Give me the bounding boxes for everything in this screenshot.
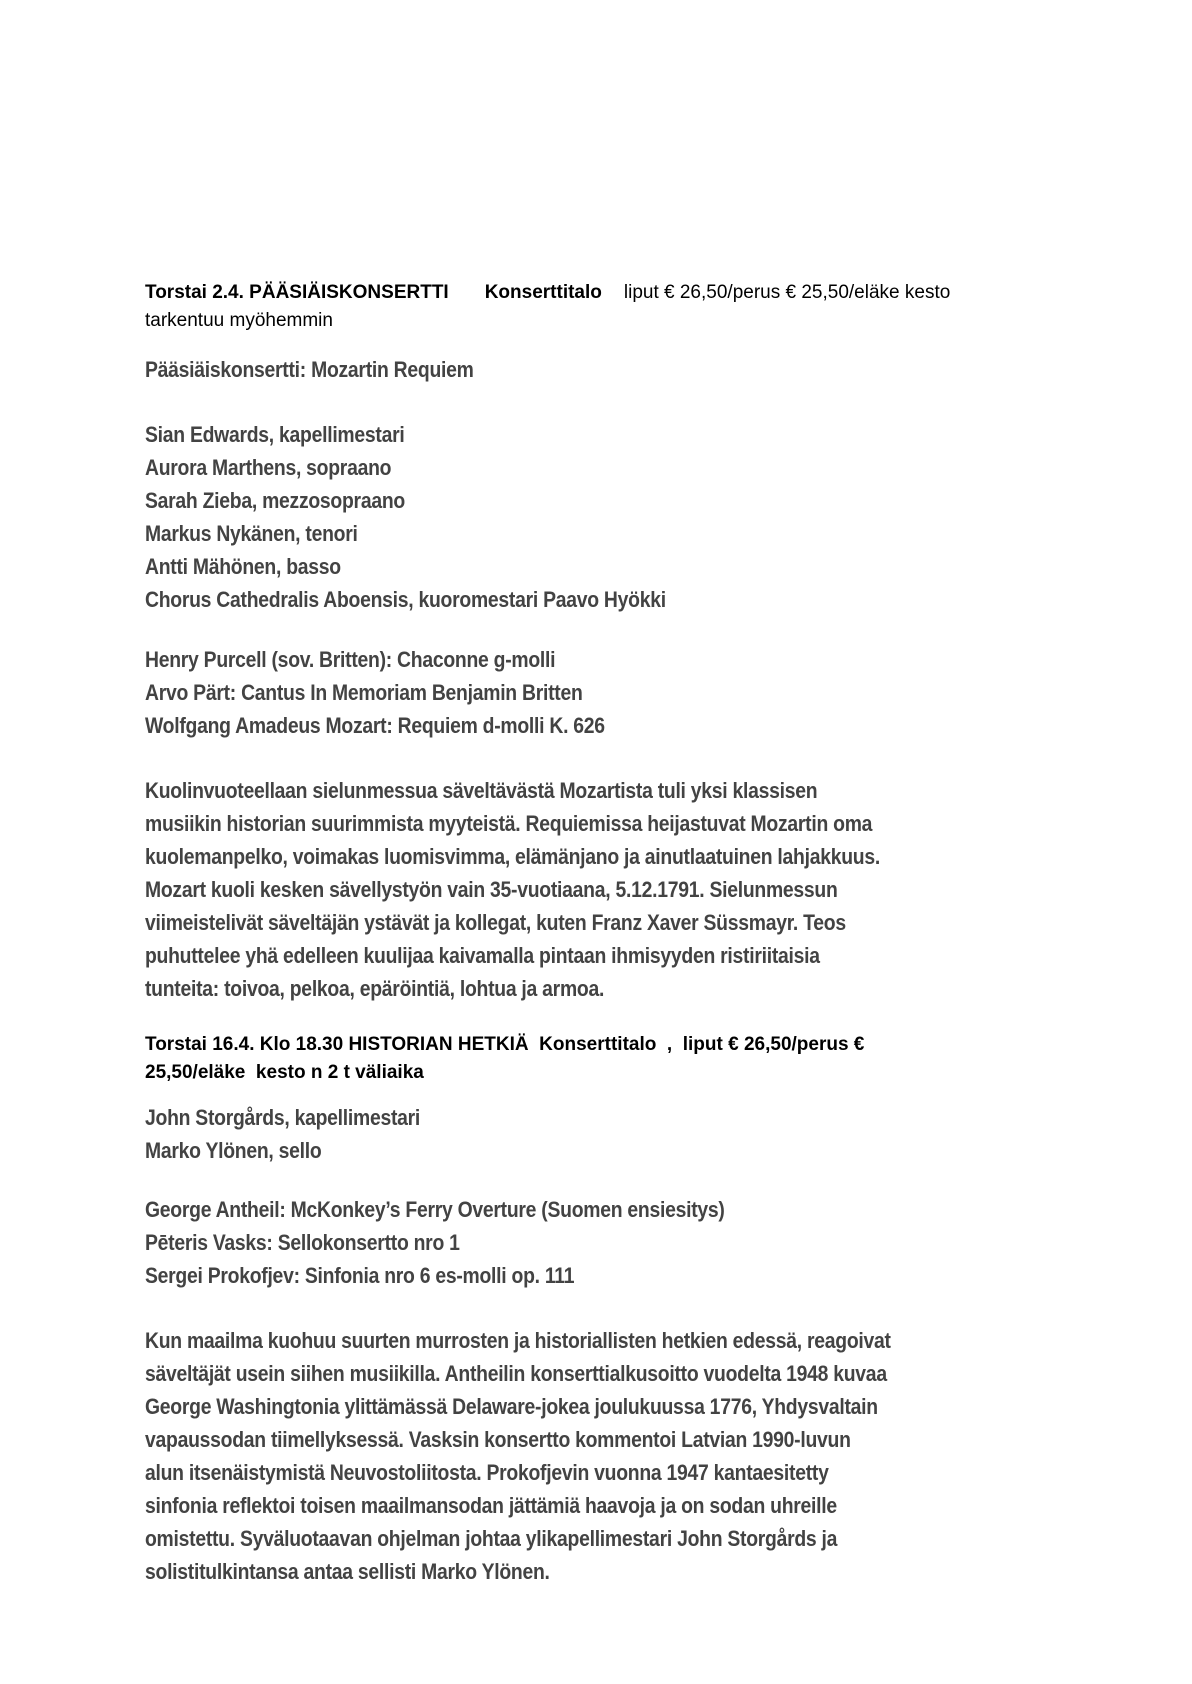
performer: Antti Mähönen, basso — [145, 554, 341, 579]
description-line: Kun maailma kuohuu suurten murrosten ja historiallisten hetkien edessä, reagoivat — [145, 1328, 891, 1353]
description-line: Kuolinvuoteellaan sielunmessua säveltävästä Mozartista tuli yksi klassisen — [145, 778, 818, 803]
performer: John Storgårds, kapellimestari — [145, 1105, 421, 1130]
description-line: vapaussodan tiimellyksessä. Vasksin konsertto kommentoi Latvian 1990-luvun — [145, 1427, 851, 1452]
description-line: alun itsenäistymistä Neuvostoliitosta. Prokofjevin vuonna 1947 kantaesitetty — [145, 1460, 829, 1485]
description-line: sinfonia reflektoi toisen maailmansodan jättämiä haavoja ja on sodan uhreille — [145, 1493, 837, 1518]
description-line: musiikin historian suurimmista myyteistä. Requiemissa heijastuvat Mozartin oma — [145, 811, 873, 836]
description-line: solistitulkintansa antaa sellisti Marko Ylönen. — [145, 1559, 550, 1584]
event2-header-line2: 25,50/eläke kesto n 2 t väliaika — [145, 1062, 424, 1083]
program-item: Henry Purcell (sov. Britten): Chaconne g-molli — [145, 647, 556, 672]
event1-date-title: Torstai 2.4. PÄÄSIÄISKONSERTTI — [145, 282, 449, 303]
performer: Markus Nykänen, tenori — [145, 521, 358, 546]
program-item: Wolfgang Amadeus Mozart: Requiem d-molli K. 626 — [145, 713, 605, 738]
description-line: puhuttelee yhä edelleen kuulijaa kaivamalla pintaan ihmisyyden ristiriitaisia — [145, 943, 820, 968]
event1-duration: tarkentuu myöhemmin — [145, 310, 333, 331]
performer: Sian Edwards, kapellimestari — [145, 422, 405, 447]
program-item: George Antheil: McKonkey’s Ferry Overture (Suomen ensiesitys) — [145, 1197, 725, 1222]
description-line: Mozart kuoli kesken sävellystyön vain 35-vuotiaana, 5.12.1791. Sielunmessun — [145, 877, 838, 902]
performer: Sarah Zieba, mezzosopraano — [145, 488, 405, 513]
program-item: Arvo Pärt: Cantus In Memoriam Benjamin Britten — [145, 680, 583, 705]
event2-performers — [145, 1101, 1075, 1167]
event2-description — [145, 1324, 1075, 1588]
description-line: omistettu. Syväluotaavan ohjelman johtaa ylikapellimestari John Storgårds ja — [145, 1526, 838, 1551]
performer: Aurora Marthens, sopraano — [145, 455, 392, 480]
description-line: George Washingtonia ylittämässä Delaware-jokea joulukuussa 1776, Yhdysvaltain — [145, 1394, 878, 1419]
event2-header — [145, 1031, 1065, 1087]
performer: Marko Ylönen, sello — [145, 1138, 322, 1163]
event1-venue: Konserttitalo — [484, 282, 602, 303]
program-item: Sergei Prokofjev: Sinfonia nro 6 es-molli op. 111 — [145, 1263, 575, 1288]
event1-title-text: Pääsiäiskonsertti: Mozartin Requiem — [145, 357, 474, 382]
description-line: tunteita: toivoa, pelkoa, epäröintiä, lohtua ja armoa. — [145, 976, 605, 1001]
event2-header-line1: Torstai 16.4. Klo 18.30 HISTORIAN HETKIÄ Konserttitalo , liput € 26,50/perus € — [145, 1034, 865, 1055]
description-line: säveltäjät usein siihen musiikilla. Antheilin konserttialkusoitto vuodelta 1948 kuvaa — [145, 1361, 887, 1386]
event1-title — [145, 353, 1075, 386]
description-line: viimeistelivät säveltäjän ystävät ja kollegat, kuten Franz Xaver Süssmayr. Teos — [145, 910, 846, 935]
program-item: Pēteris Vasks: Sellokonsertto nro 1 — [145, 1230, 460, 1255]
performer: Chorus Cathedralis Aboensis, kuoromestari Paavo Hyökki — [145, 587, 666, 612]
event1-program — [145, 643, 1075, 742]
event1-tickets: liput € 26,50/perus € 25,50/eläke kesto — [623, 282, 951, 303]
event1-header — [145, 279, 1065, 335]
description-line: kuolemanpelko, voimakas luomisvimma, elämänjano ja ainutlaatuinen lahjakkuus. — [145, 844, 880, 869]
event1-description — [145, 774, 1075, 1005]
event1-performers — [145, 418, 1075, 616]
event2-program — [145, 1193, 1075, 1292]
